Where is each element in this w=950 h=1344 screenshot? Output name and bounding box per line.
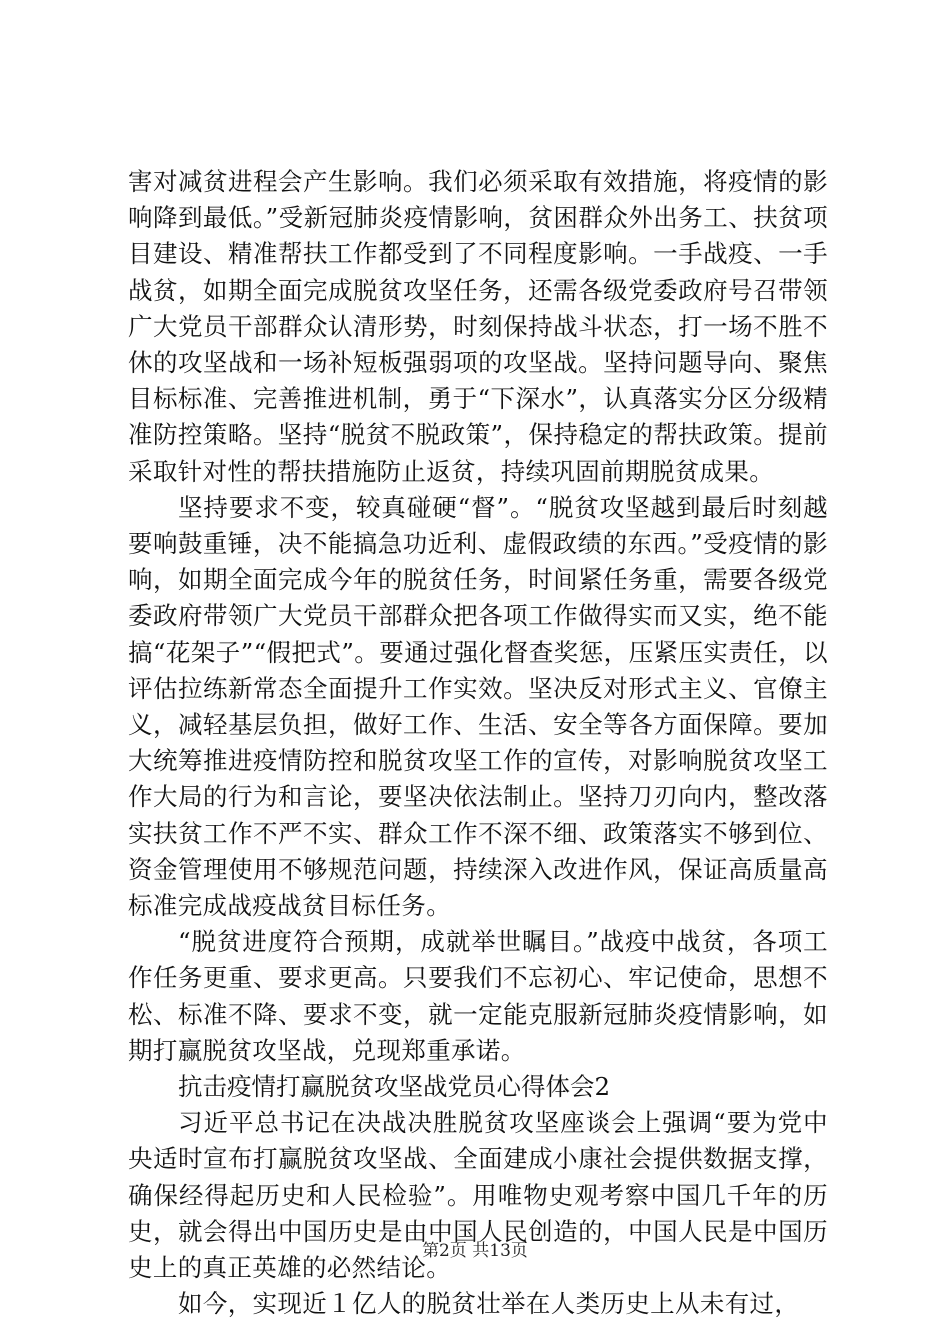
paragraph-history: 习近平总书记在决战决胜脱贫攻坚座谈会上强调“要为党中央适时宣布打赢脱贫攻坚战、全面建成小康社会提供数据支撑，确保经得起历史和人民检验”。用唯物史观考察中国几千年的历史，就会得出中国历史是由中国人民创造的，中国人民是中国历史上的真正英雄的必然结论。 — [128, 1108, 828, 1283]
paragraph-conclusion: “脱贫进度符合预期，成就举世瞩目。”战疫中战贫，各项工作任务更重、要求更高。只要我们不忘初心、牢记使命，思想不松、标准不降、要求不变，就一定能克服新冠肺炎疫情影响，如期打赢脱贫攻坚战，兑现郑重承诺。 — [128, 927, 828, 1065]
document-body — [128, 164, 828, 1323]
paragraph-achievement: 如今，实现近１亿人的脱贫壮举在人类历史上从未有过， — [178, 1289, 800, 1319]
paragraph-supervision: 坚持要求不变，较真碰硬“督”。“脱贫攻坚越到最后时刻越要响鼓重锤，决不能搞急功近利、虚假政绩的东西。”受疫情的影响，如期全面完成今年的脱贫任务，时间紧任务重，需要各级党委政府带领广大党员干部群众把各项工作做得实而又实，绝不能搞“花架子”“假把式”。要通过强化督查奖惩，压紧压实责任，以评估拉练新常态全面提升工作实效。坚决反对形式主义、官僚主义，减轻基层负担，做好工作、生活、安全等各方面保障。要加大统筹推进疫情防控和脱贫攻坚工作的宣传，对影响脱贫攻坚工作大局的行为和言论，要坚决依法制止。坚持刀刃向内，整改落实扶贫工作不严不实、群众工作不深不细、政策落实不够到位、资金管理使用不够规范问题，持续深入改进作风，保证高质量高标准完成战疫战贫目标任务。 — [128, 492, 828, 921]
paragraph-continued: 害对减贫进程会产生影响。我们必须采取有效措施，将疫情的影响降到最低。”受新冠肺炎疫情影响，贫困群众外出务工、扶贫项目建设、精准帮扶工作都受到了不同程度影响。一手战疫、一手战贫，如期全面完成脱贫攻坚任务，还需各级党委政府号召带领广大党员干部群众认清形势，时刻保持战斗状态，打一场不胜不休的攻坚战和一场补短板强弱项的攻坚战。坚持问题导向、聚焦目标标准、完善推进机制，勇于“下深水”，认真落实分区分级精准防控策略。坚持“脱贫不脱政策”，保持稳定的帮扶政策。提前采取针对性的帮扶措施防止返贫，持续巩固前期脱贫成果。 — [128, 167, 828, 486]
section-heading: 抗击疫情打赢脱贫攻坚战党员心得体会2 — [178, 1072, 611, 1102]
page-footer: 第2页 共13页 — [422, 1241, 528, 1261]
